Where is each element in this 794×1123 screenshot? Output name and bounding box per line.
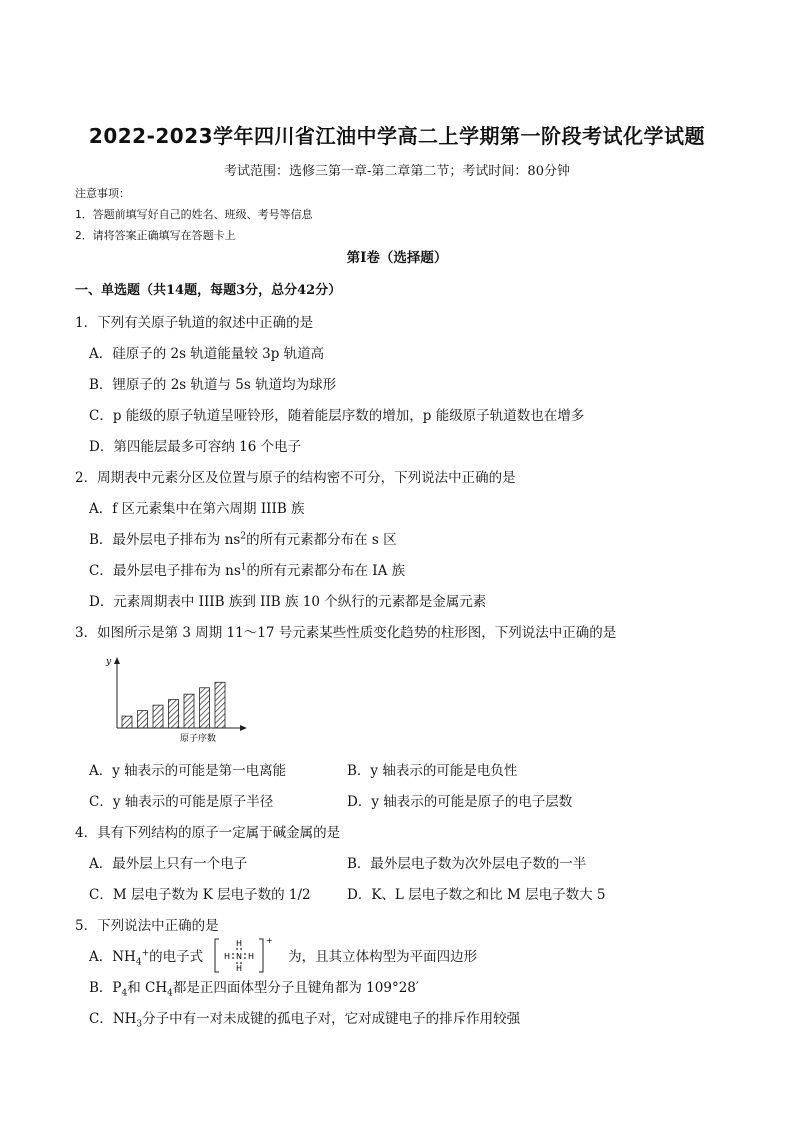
lewis-electron <box>240 962 242 964</box>
lewis-h-right: H <box>247 952 255 961</box>
bar-13 <box>153 705 163 728</box>
x-axis-arrow <box>240 725 247 731</box>
bar-11 <box>122 716 132 728</box>
q3-option-d[interactable]: D．y 轴表示的可能是原子的电子层数 <box>347 794 573 810</box>
exam-info: 考试范围：选修三第一章-第二章第二节；考试时间：80分钟 <box>224 164 570 179</box>
q5-option-b[interactable] <box>89 976 419 999</box>
y-axis-label: y <box>106 657 112 667</box>
lewis-n: N <box>236 952 242 961</box>
q2-c-text-end: 的所有元素都分布在 IA 族 <box>246 563 406 579</box>
lewis-electron <box>240 948 242 950</box>
note-item: 2．请将答案正确填写在答题卡上 <box>75 229 236 242</box>
q1-option-b[interactable]: B．锂原子的 2s 轨道与 5s 轨道均为球形 <box>89 377 337 393</box>
part-title: 一、单选题（共14题，每题3分，总分42分） <box>75 283 342 298</box>
lewis-h-left: H <box>223 952 231 961</box>
lewis-electron <box>232 957 234 959</box>
question-1-stem: 1．下列有关原子轨道的叙述中正确的是 <box>75 315 314 331</box>
q1-option-c[interactable]: C．p 能级的原子轨道呈哑铃形，随着能层序数的增加，p 能级原子轨道数也在增多 <box>89 408 585 424</box>
q2-option-a[interactable]: A．f 区元素集中在第六周期 IIIB 族 <box>89 501 305 517</box>
q2-b-text: B．最外层电子排布为 ns <box>89 532 241 548</box>
q5-b-sub1: 4 <box>121 988 128 999</box>
bar-15 <box>184 694 194 728</box>
q2-c-sup: 1 <box>240 562 247 573</box>
page-title: 2022-2023学年四川省江油中学高二上学期第一阶段考试化学试题 <box>88 124 706 148</box>
notes <box>75 183 313 246</box>
q5-option-c[interactable] <box>89 1007 521 1030</box>
q5-b-end: 都是正四面体型分子且键角都为 109°28′ <box>172 980 419 996</box>
q5-b-sub2: 4 <box>167 988 173 999</box>
q5-a-mid: 的电子式 <box>149 949 204 965</box>
ammonium-lewis-structure <box>205 936 280 976</box>
lewis-electron <box>244 957 246 959</box>
q3-option-a[interactable]: A．y 轴表示的可能是第一电离能 <box>89 763 287 779</box>
q2-option-c[interactable] <box>89 559 405 579</box>
q5-b-text: B．P <box>89 980 122 996</box>
q5-c-end: 分子中有一对未成键的孤电子对，它对成键电子的排斥作用较强 <box>142 1011 521 1027</box>
q5-c-sub: 3 <box>136 1019 143 1030</box>
bar-12 <box>138 711 148 728</box>
lewis-electron <box>244 953 246 955</box>
lewis-electron <box>236 962 238 964</box>
q4-option-a[interactable]: A．最外层上只有一个电子 <box>89 856 248 872</box>
q3-option-c[interactable]: C．y 轴表示的可能是原子半径 <box>89 794 274 810</box>
q2-option-b[interactable] <box>89 528 397 548</box>
q5-a-sup: + <box>141 948 150 959</box>
question-3-stem: 3．如图所示是第 3 周期 11～17 号元素某些性质变化趋势的柱形图，下列说法中正确的是 <box>75 625 617 641</box>
q2-b-sup: 2 <box>240 531 247 542</box>
section-title: 第Ⅰ卷（选择题） <box>346 250 448 266</box>
q1-option-a[interactable]: A．硅原子的 2s 轨道能量较 3p 轨道高 <box>89 346 325 362</box>
q5-a-text: A．NH <box>89 949 136 965</box>
y-axis-arrow <box>114 657 120 664</box>
question-5-stem: 5．下列说法中正确的是 <box>75 918 219 934</box>
lewis-h-top: H <box>235 939 243 948</box>
q5-option-a[interactable] <box>89 945 478 968</box>
q5-b-mid: 和 CH <box>127 980 168 996</box>
notes-heading: 注意事项： <box>75 187 130 200</box>
q4-option-c[interactable]: C．M 层电子数为 K 层电子数的 1/2 <box>89 887 311 903</box>
q5-a-end: 为，且其立体构型为平面四边形 <box>288 949 478 965</box>
bar-14 <box>169 700 179 728</box>
bar-chart <box>102 655 252 745</box>
q5-a-sub: 4 <box>135 957 142 968</box>
q2-b-text-end: 的所有元素都分布在 s 区 <box>246 532 397 548</box>
q1-option-d[interactable]: D．第四能层最多可容纳 16 个电子 <box>89 439 302 455</box>
q4-option-b[interactable]: B．最外层电子数为次外层电子数的一半 <box>347 856 587 872</box>
lewis-h-bottom: H <box>235 964 243 973</box>
lewis-electron <box>236 948 238 950</box>
lewis-electron <box>232 953 234 955</box>
note-item: 1．答题前填写好自己的姓名、班级、考号等信息 <box>75 208 313 221</box>
bar-16 <box>200 688 210 728</box>
lewis-charge: + <box>266 936 273 945</box>
question-2-stem: 2．周期表中元素分区及位置与原子的结构密不可分，下列说法中正确的是 <box>75 470 516 486</box>
q2-c-text: C．最外层电子排布为 ns <box>89 563 241 579</box>
q5-c-text: C．NH <box>89 1011 137 1027</box>
q3-option-b[interactable]: B．y 轴表示的可能是电负性 <box>347 763 518 779</box>
q4-option-d[interactable]: D．K、L 层电子数之和比 M 层电子数大 5 <box>347 887 606 903</box>
bar-17 <box>215 682 225 728</box>
q2-option-d[interactable]: D．元素周期表中 IIIB 族到 IIB 族 10 个纵行的元素都是金属元素 <box>89 594 487 610</box>
question-4-stem: 4．具有下列结构的原子一定属于碱金属的是 <box>75 825 341 841</box>
bars <box>122 682 225 728</box>
x-axis-label: 原子序数 <box>179 734 217 744</box>
